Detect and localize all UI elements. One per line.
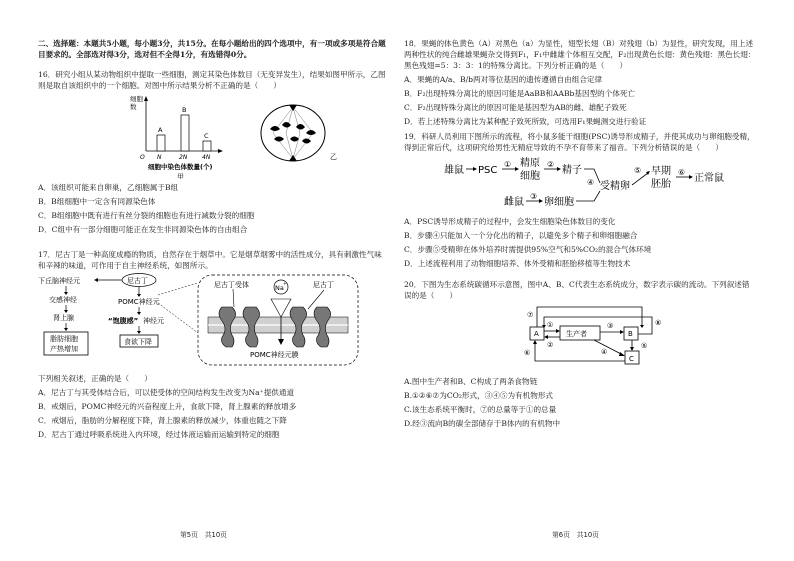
flow-c1: ① [504, 160, 512, 169]
q17-stem: 17．尼古丁是一种高度成瘾的物质，自然存在于烟草中。它是烟草烟雾中的活性成分，具有刺激性气味和辛辣的味道，可作用于自主神经系统，如图所示。 [38, 250, 382, 270]
q20-stem: 20．下图为生态系统碳循环示意图，图中A、B、C代表生态系统成分，数字表示碳的流动。下列叙述错误的是（ ） [404, 280, 750, 300]
jia-x-arrow [218, 149, 223, 153]
question-18 [404, 38, 756, 127]
q16-option-b[interactable]: B．B组细胞中一定含有同源染色体 [38, 197, 156, 206]
q16-figures [38, 93, 388, 179]
label-producer: 生产者 [566, 330, 587, 338]
q17-figure-svg [38, 273, 388, 373]
right-column [404, 38, 756, 432]
page-footer-left: 第5页 共10页 [180, 531, 227, 539]
bar-a [157, 135, 165, 151]
jia-xlabel: 细胞中染色体数量(个) [148, 163, 213, 171]
q17-option-a[interactable]: A．尼古丁与其受体结合后，可以使受体的空间结构发生改变为Na⁺提供通道 [38, 388, 295, 397]
flow-fert: 受精卵 [600, 181, 630, 192]
jia-ylabel-2: 数 [130, 103, 137, 111]
q18-stem: 18．果蝇的体色黄色（A）对黑色（a）为显性，翅型长翅（B）对残翅（b）为显性，研究发现，用上述两种性状的纯合雌雄果蝇杂交得到F₁，F₁中雌雄个体相互交配，F₂出现黄色长翅：黄色残翅：黑色长翅：黑色残翅=5：3：3：1的特殊分离比。下列分析正确的是（ ） [404, 39, 756, 70]
q19-option-c[interactable]: C．步骤⑤受精卵在体外培养时需提供95%空气和5%CO₂的混合气体环境 [404, 245, 652, 254]
flow-early-top: 早期 [651, 166, 671, 177]
bar-c-label: C [204, 132, 209, 140]
q20-option-d[interactable]: D.经③流向B的碳全部储存于B体内的有机物中 [404, 419, 561, 428]
bar-c [203, 141, 211, 151]
flow-psc: PSC [478, 165, 498, 176]
q17-fat-2: 产热增加 [50, 345, 78, 353]
section-title: 二、选择题：本题共5小题，每小题3分，共15分。在每小题给出的四个选项中，有一项或多项是符合题目要求的。全部选对得3分，选对但不全得1分，有选错得0分。 [38, 39, 386, 59]
flow-c5: ⑤ [634, 166, 642, 175]
q17-hypothalamus: 下丘脑神经元 [38, 277, 80, 285]
num-8: ⑧ [655, 319, 662, 327]
flow-c4: ④ [587, 178, 595, 187]
q17-sympathetic: 交感神经 [49, 296, 77, 304]
q17-na: Na [275, 284, 284, 292]
q17-adrenal: 肾上腺 [53, 314, 74, 322]
bar-a-label: A [158, 126, 163, 134]
q17-satiety-prefix: “饱腹感” [108, 317, 139, 325]
q19-stem: 19．科研人员利用下图所示的流程，将小鼠多能干细胞(PSC)诱导形成精子，并使其成功与卵细胞受精，得到正常后代，这项研究给男性无精症导致的不孕不育带来了福音。下列分析错误的是（ ） [404, 132, 755, 152]
q16-option-c[interactable]: C．B组细胞中既有进行有丝分裂的细胞也有进行减数分裂的细胞 [38, 211, 255, 220]
q20-option-b[interactable]: B.①②⑥⑦为CO₂形式，③④⑤为有机物形式 [404, 391, 554, 400]
num-7: ⑦ [527, 311, 534, 319]
label-c: C [629, 355, 634, 363]
fig-yi-cell [261, 105, 337, 161]
q19-flow-svg [404, 153, 756, 213]
q17-na-sup: + [283, 282, 287, 287]
q17-option-d[interactable]: D．尼古丁通过呼吸系统进入内环境，经过体液运输而运输到特定的细胞 [38, 430, 280, 439]
num-5: ⑤ [641, 342, 648, 350]
tick-o: O [140, 154, 145, 161]
q17-satiety-suffix: 神经元 [143, 317, 164, 325]
flow-c6: ⑥ [678, 168, 686, 177]
q17-membrane: POMC神经元膜 [250, 351, 299, 359]
q17-nicotine: 尼古丁 [127, 277, 148, 285]
flow-c3: ③ [530, 192, 538, 201]
flow-female: 雌鼠 [504, 197, 524, 208]
q20-option-a[interactable]: A.图中生产者和B、C构成了两条食物链 [404, 377, 538, 386]
q17-option-b[interactable]: B．戒烟后，POMC神经元的兴奋程度上升，食欲下降，肾上腺素的释放增多 [38, 402, 297, 411]
question-17 [38, 249, 388, 440]
q17-fat-1: 脂肪细胞 [50, 335, 78, 343]
q17-appetite: 食欲下降 [124, 338, 152, 346]
flow-sg-top: 精原 [520, 158, 540, 169]
q17-prompt: 下列相关叙述，正确的是（ ） [38, 374, 152, 383]
q20-option-c[interactable]: C.该生态系统平衡时，⑦的总量等于①的总量 [404, 405, 557, 414]
flow-male: 雄鼠 [444, 165, 464, 176]
question-16 [38, 69, 388, 235]
q18-option-b[interactable]: B．F₂出现特殊分离比的原因可能是AaBB和AABb基因型的个体死亡 [404, 89, 636, 98]
question-20 [404, 279, 756, 429]
q18-option-a[interactable]: A．果蝇的A/a、B/b两对等位基因的遗传遵循自由组合定律 [404, 75, 603, 84]
flow-sperm: 精子 [562, 165, 582, 176]
question-19 [404, 131, 756, 269]
left-column [38, 38, 388, 443]
yi-caption: 乙 [330, 153, 337, 161]
q19-option-a[interactable]: A．PSC诱导形成精子的过程中，会发生细胞染色体数目的变化 [404, 217, 616, 226]
tick-4n: 4N [202, 154, 211, 161]
q16-option-d[interactable]: D．C组中有一部分细胞可能正在发生非同源染色体的自由组合 [38, 225, 248, 234]
q17-figure [38, 273, 388, 373]
q17-receptor: 尼古丁受体 [214, 281, 249, 289]
num-4: ④ [601, 348, 608, 356]
q17-option-c[interactable]: C．戒烟后，脂肪的分解程度下降，肾上腺素的释放减少，体重也随之下降 [38, 416, 287, 425]
bar-b-label: B [182, 106, 187, 114]
q16-figure-svg [38, 93, 388, 179]
q17-nicotine2: 尼古丁 [313, 281, 334, 289]
q20-figure [404, 303, 756, 373]
q16-stem: 16．研究小组从某动物组织中提取一些细胞，测定其染色体数目（无变异发生），结果如图甲所示，乙图则是取自该组织中的一个细胞。对图中所示结果分析不正确的是（ ） [38, 70, 386, 90]
num-6: ⑥ [524, 349, 531, 357]
flow-early-bot: 胚胎 [651, 179, 671, 190]
q19-option-d[interactable]: D．上述流程利用了动物细胞培养、体外受精和胚胎移植等生物技术 [404, 259, 631, 268]
q19-flow [404, 153, 756, 213]
flow-c2: ② [547, 160, 555, 169]
flow-normal: 正常鼠 [694, 173, 724, 184]
jia-ylabel-1: 细胞 [130, 95, 143, 103]
flow-egg: 卵细胞 [544, 197, 574, 208]
label-b: B [628, 330, 633, 338]
q17-pomc: POMC神经元 [118, 298, 160, 306]
label-a: A [534, 330, 539, 338]
q18-option-c[interactable]: C．F₂出现特殊分离比的原因可能是基因型为AB的雌、雄配子致死 [404, 103, 627, 112]
tick-2n: 2N [179, 154, 188, 161]
tick-n: N [157, 154, 162, 161]
q19-option-b[interactable]: B．步骤④只能加入一个分化出的精子，以避免多个精子和卵细胞融合 [404, 231, 638, 240]
bar-b [181, 115, 189, 151]
q20-figure-svg [404, 303, 756, 373]
q16-option-a[interactable]: A．该组织可能来自卵巢，乙细胞属于B组 [38, 183, 179, 192]
jia-y-arrow [144, 96, 148, 101]
num-2: ② [547, 341, 554, 349]
num-3: ③ [607, 322, 614, 330]
page-footer-right: 第6页 共10页 [552, 531, 599, 539]
q18-option-d[interactable]: D．若上述特殊分离比为某种配子致死所致，可选用F₁果蝇测交进行验证 [404, 117, 647, 126]
num-1: ① [547, 321, 554, 329]
jia-caption: 甲 [177, 173, 184, 179]
flow-sg-bot: 细胞 [520, 171, 540, 182]
fig-jia [130, 94, 223, 179]
